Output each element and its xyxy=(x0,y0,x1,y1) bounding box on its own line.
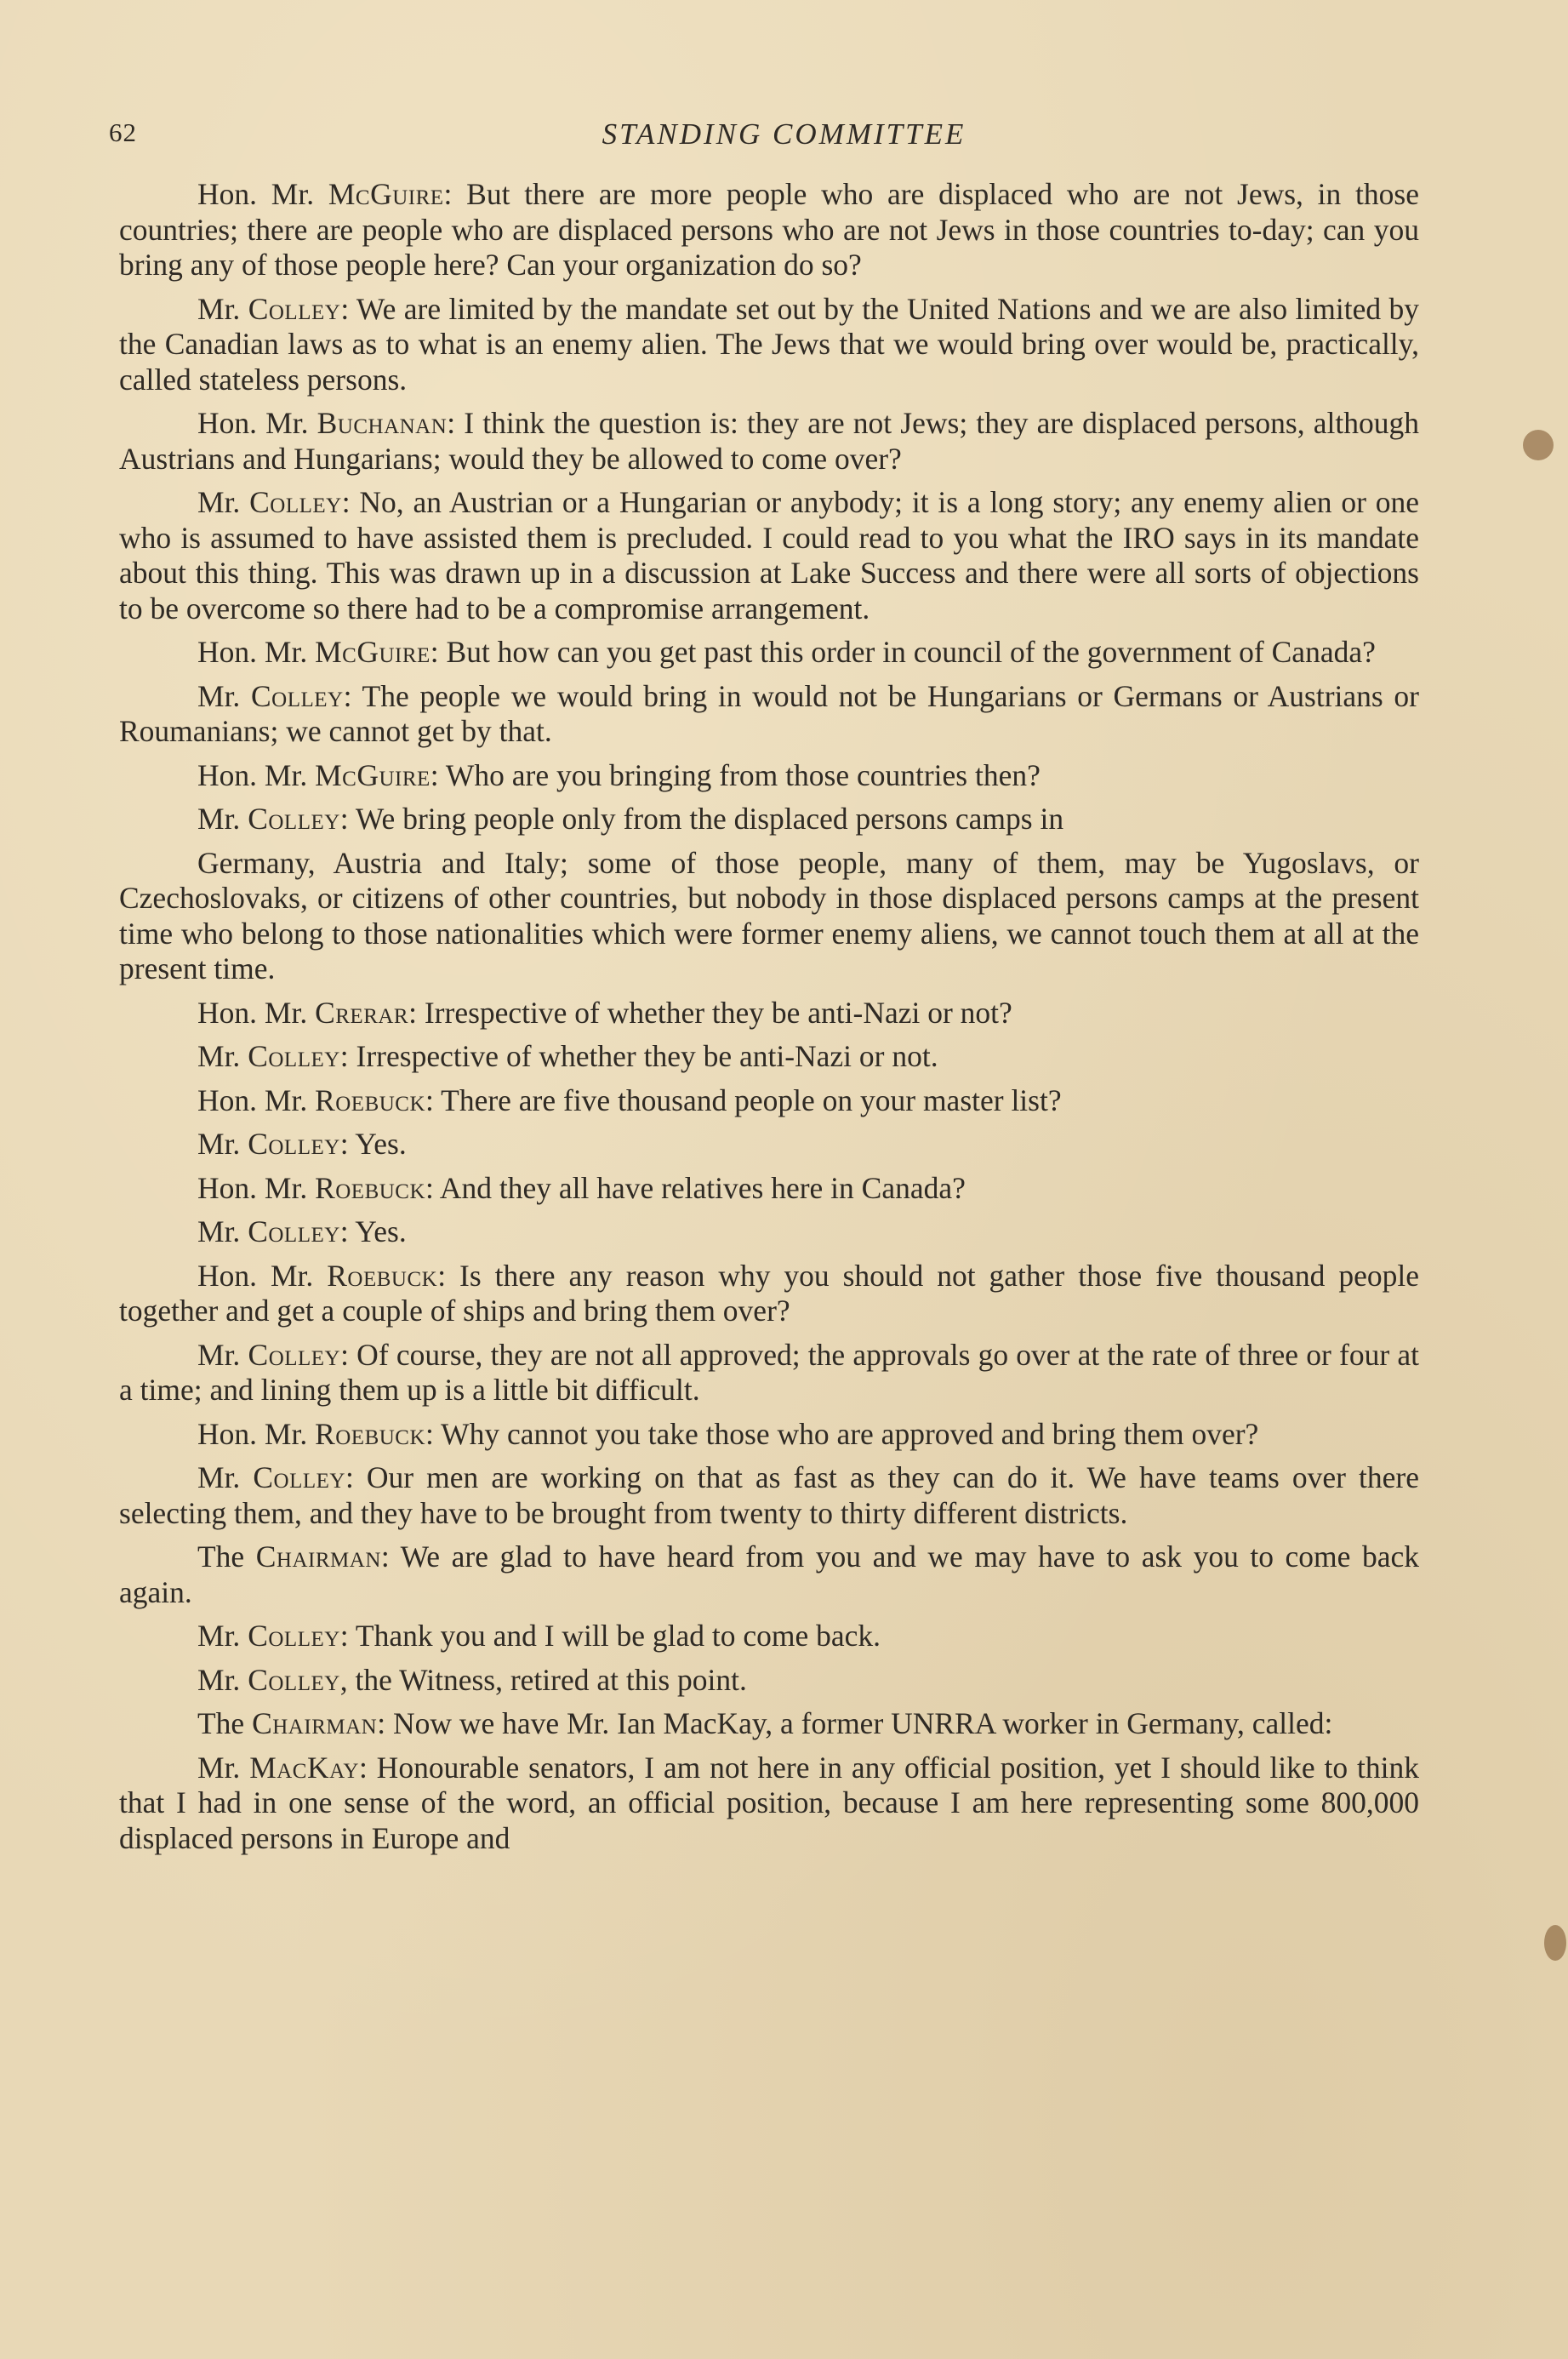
page-header xyxy=(0,117,1568,160)
paragraph-text: : The people we would bring in would not be Hungarians or Germans or Austrians or Roumanians; we cannot get by that. xyxy=(119,678,1419,748)
speaker-title: Hon. Mr. xyxy=(197,177,328,211)
speaker-name: Chairman xyxy=(252,1706,378,1740)
speaker-name: MacKay xyxy=(249,1750,359,1785)
paragraph-text: : Irrespective of whether they be anti-Nazi or not. xyxy=(339,1039,938,1073)
transcript-paragraph xyxy=(119,406,1419,477)
paragraph-text: : Now we have Mr. Ian MacKay, a former UNRRA worker in Germany, called: xyxy=(377,1706,1333,1740)
speaker-title: Mr. xyxy=(197,678,251,713)
transcript-paragraph xyxy=(119,1663,1419,1699)
speaker-title: Mr. xyxy=(197,291,248,326)
paragraph-text: : Is there any reason why you should not gather those five thousand people together and get a couple of ships and bring them over? xyxy=(119,1258,1419,1328)
transcript-paragraph xyxy=(119,485,1419,626)
transcript-paragraph xyxy=(119,758,1419,794)
paragraph-text: : Yes. xyxy=(339,1214,407,1248)
speaker-title: Hon. Mr. xyxy=(197,1170,316,1205)
paragraph-text: : We are glad to have heard from you and we may have to ask you to come back again. xyxy=(119,1539,1419,1609)
paragraph-text: : I think the question is: they are not Jews; they are displaced persons, although Austrians and Hungarians; would they be allowed to come over? xyxy=(119,406,1419,476)
speaker-title: Mr. xyxy=(197,1337,248,1372)
transcript-paragraph xyxy=(119,635,1419,671)
page-number: 62 xyxy=(109,117,137,147)
paragraph-text: : Thank you and I will be glad to come back. xyxy=(339,1619,881,1653)
transcript-paragraph xyxy=(119,1706,1419,1742)
speaker-title: Mr. xyxy=(197,1127,248,1161)
paragraph-text: : Why cannot you take those who are approved and bring them over? xyxy=(425,1416,1259,1451)
speaker-title: Hon. Mr. xyxy=(197,635,316,669)
speaker-name: Colley xyxy=(248,291,341,326)
transcript-paragraph xyxy=(119,846,1419,987)
transcript-paragraph xyxy=(119,1039,1419,1075)
speaker-name: Colley xyxy=(248,1619,340,1653)
speaker-title: Hon. Mr. xyxy=(197,757,316,792)
speaker-title: Mr. xyxy=(197,1460,254,1494)
speaker-name: Colley xyxy=(253,1460,345,1494)
speaker-title: Mr. xyxy=(197,485,250,519)
transcript-paragraph xyxy=(119,679,1419,750)
speaker-name: Roebuck xyxy=(315,1082,426,1117)
transcript-paragraph xyxy=(119,1338,1419,1408)
edge-stain xyxy=(1523,430,1554,460)
transcript-paragraph xyxy=(119,1619,1419,1654)
speaker-title: Mr. xyxy=(197,1750,250,1785)
speaker-name: Buchanan xyxy=(316,406,448,440)
transcript-paragraph xyxy=(119,996,1419,1031)
transcript-paragraph xyxy=(119,802,1419,837)
speaker-title: Mr. xyxy=(197,802,248,836)
paragraph-text: : Honourable senators, I am not here in any official position, yet I should like to think that I had in one sense of the word, an official position, because I am here representing some 800,000 displaced persons in Europe and xyxy=(119,1750,1419,1855)
paragraph-text: : No, an Austrian or a Hungarian or anybody; it is a long story; any enemy alien or one who is assumed to have assisted them is precluded. I could read to you what the IRO says in its mandate about this thing. This was drawn up in a discussion at Lake Success and there were all sorts of objections to be overcome so there had to be a compromise arrangement. xyxy=(119,485,1419,625)
paragraph-text: Germany, Austria and Italy; some of those people, many of them, may be Yugoslavs, or Czechoslovaks, or citizens of other countries, but nobody in those displaced persons camps at the present time who belong to those nationalities which were former enemy aliens, we cannot touch them at all at the present time. xyxy=(119,845,1419,985)
speaker-name: Colley xyxy=(248,1214,340,1248)
paragraph-text: : Who are you bringing from those countries then? xyxy=(430,757,1041,792)
paragraph-text: : Irrespective of whether they be anti-Nazi or not? xyxy=(408,995,1012,1030)
speaker-name: Colley xyxy=(251,678,344,713)
paragraph-text: : We are limited by the mandate set out by the United Nations and we are also limited by the Canadian laws as to what is an enemy alien. The Jews that we would bring over would be, practically, called stateless persons. xyxy=(119,291,1419,397)
transcript-paragraph xyxy=(119,1460,1419,1531)
speaker-name: Colley xyxy=(249,485,342,519)
speaker-title: Mr. xyxy=(197,1214,248,1248)
transcript-paragraph xyxy=(119,1751,1419,1857)
paragraph-text: , the Witness, retired at this point. xyxy=(339,1662,747,1697)
transcript-paragraph xyxy=(119,177,1419,283)
speaker-name: McGuire xyxy=(315,757,430,792)
running-head: STANDING COMMITTEE xyxy=(602,117,966,151)
transcript-paragraph xyxy=(119,1259,1419,1329)
edge-stain xyxy=(1544,1925,1566,1961)
transcript-paragraph xyxy=(119,1539,1419,1610)
speaker-title: Hon. Mr. xyxy=(197,406,317,440)
paragraph-text: : And they all have relatives here in Canada? xyxy=(425,1170,966,1205)
speaker-title: Mr. xyxy=(197,1662,248,1697)
speaker-title: Hon. Mr. xyxy=(197,1082,316,1117)
speaker-title: Hon. Mr. xyxy=(197,1258,328,1293)
speaker-name: Colley xyxy=(248,802,340,836)
speaker-title: The xyxy=(197,1539,256,1574)
speaker-title: Hon. Mr. xyxy=(197,995,316,1030)
speaker-name: Roebuck xyxy=(315,1416,426,1451)
speaker-name: Roebuck xyxy=(327,1258,438,1293)
paragraph-text: : There are five thousand people on your master list? xyxy=(425,1082,1062,1117)
transcript-paragraph xyxy=(119,1417,1419,1453)
speaker-name: Roebuck xyxy=(315,1170,426,1205)
speaker-title: Mr. xyxy=(197,1039,248,1073)
transcript-paragraph xyxy=(119,1127,1419,1162)
speaker-name: Colley xyxy=(248,1127,340,1161)
speaker-name: Chairman xyxy=(255,1539,381,1574)
paragraph-text: : But there are more people who are displaced who are not Jews, in those countries; there are people who are displaced persons who are not Jews in those countries to-day; can you bring any of those people here? Can your organization do so? xyxy=(119,177,1419,282)
transcript-paragraph xyxy=(119,292,1419,398)
paragraph-text: : But how can you get past this order in council of the government of Canada? xyxy=(430,635,1376,669)
transcript-paragraph xyxy=(119,1083,1419,1119)
transcript-body xyxy=(119,177,1419,1865)
speaker-name: McGuire xyxy=(315,635,430,669)
speaker-name: Crerar xyxy=(315,995,409,1030)
transcript-paragraph xyxy=(119,1214,1419,1250)
paragraph-text: : Yes. xyxy=(339,1127,407,1161)
paragraph-text: : We bring people only from the displaced persons camps in xyxy=(339,802,1064,836)
speaker-name: Colley xyxy=(248,1337,341,1372)
paragraph-text: : Of course, they are not all approved; the approvals go over at the rate of three or four at a time; and lining them up is a little bit difficult. xyxy=(119,1337,1419,1407)
speaker-name: McGuire xyxy=(328,177,444,211)
speaker-name: Colley xyxy=(248,1662,340,1697)
speaker-title: Hon. Mr. xyxy=(197,1416,316,1451)
speaker-name: Colley xyxy=(248,1039,340,1073)
transcript-paragraph xyxy=(119,1171,1419,1207)
speaker-title: Mr. xyxy=(197,1619,248,1653)
paragraph-text: : Our men are working on that as fast as they can do it. We have teams over there selecting them, and they have to be brought from twenty to thirty different districts. xyxy=(119,1460,1419,1530)
speaker-title: The xyxy=(197,1706,253,1740)
